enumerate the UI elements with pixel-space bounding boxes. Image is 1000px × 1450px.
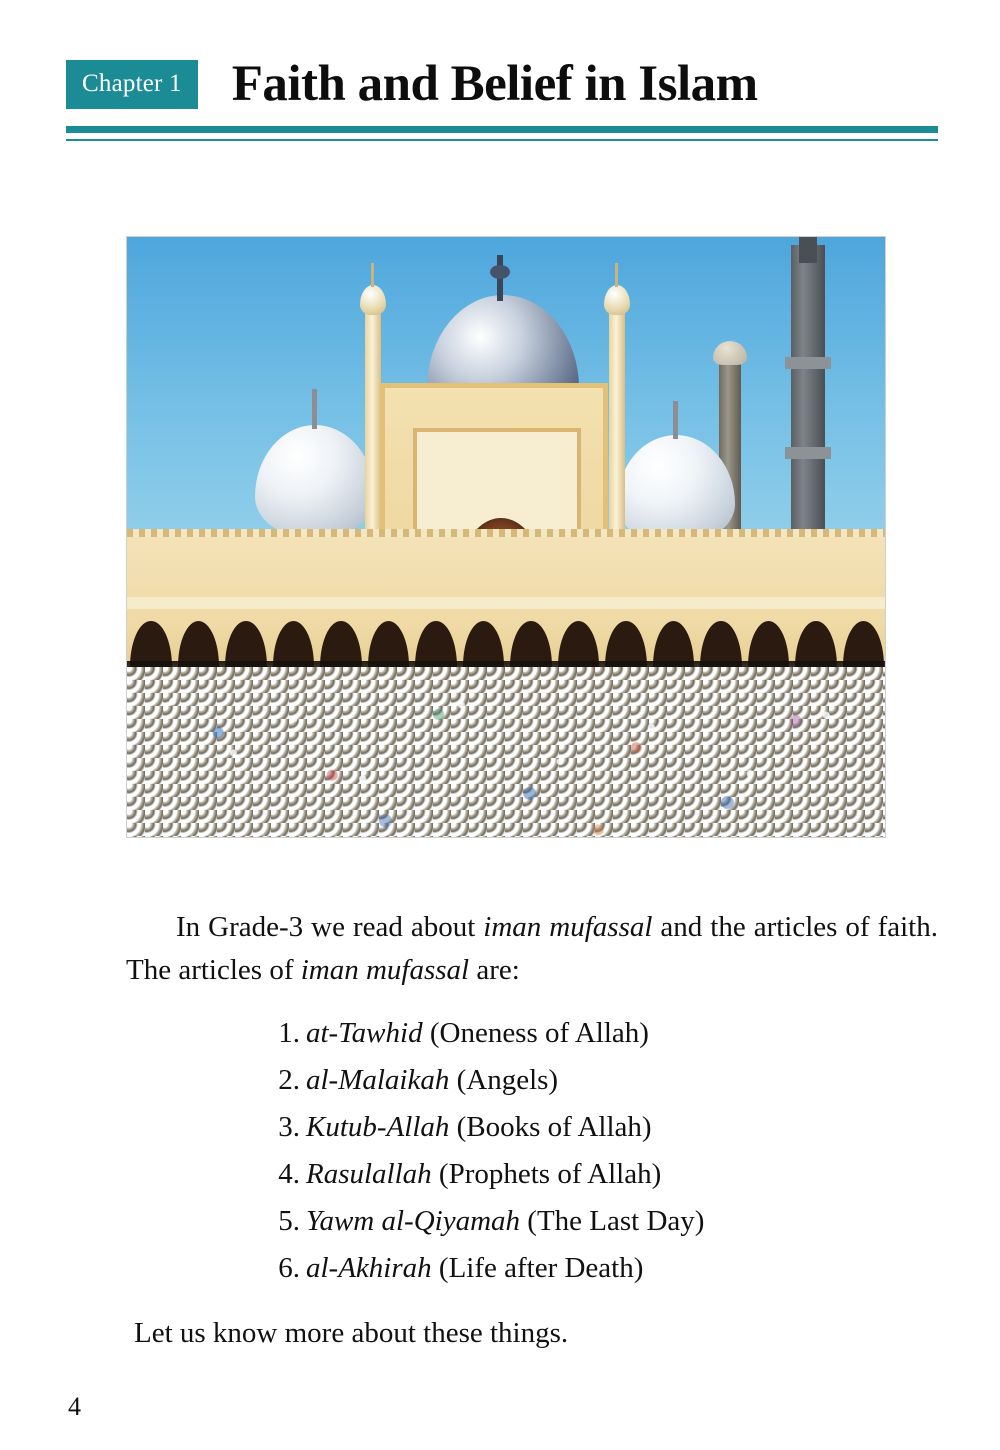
mosque-congregation-photo <box>126 236 886 838</box>
dome-right-spire <box>673 401 678 439</box>
closing-paragraph: Let us know more about these things. <box>134 1317 569 1349</box>
minaret-band <box>785 447 831 459</box>
iwan-minaret-right <box>609 309 625 549</box>
list-item <box>126 1057 938 1104</box>
crowd-of-worshippers <box>127 667 886 838</box>
page-number: 4 <box>68 1392 81 1421</box>
header-rule-thin <box>66 139 938 141</box>
list-item-number: 6. <box>278 1252 300 1284</box>
list-item-gloss: (Life after Death) <box>438 1252 644 1284</box>
list-item-term: Kutub-Allah <box>306 1111 450 1143</box>
dome-central-spire <box>497 255 503 301</box>
list-item-gloss: (Books of Allah) <box>456 1111 652 1143</box>
list-item-gloss: (The Last Day) <box>527 1205 705 1237</box>
header-rule-thick <box>66 126 938 133</box>
list-item-number: 4. <box>278 1158 300 1190</box>
intro-part-1: In Grade-3 we read about <box>176 911 484 943</box>
dome-left-spire <box>312 389 317 429</box>
iwan-minaret-right-needle <box>615 263 618 287</box>
intro-italic-2: iman mufassal <box>300 954 470 986</box>
minaret-finial <box>799 237 817 263</box>
articles-of-faith-list <box>126 1010 938 1292</box>
list-item-term: at-Tawhid <box>306 1017 423 1049</box>
intro-part-3: are: <box>469 954 520 986</box>
list-item-term: Rasulallah <box>306 1158 432 1190</box>
iwan-minaret-left <box>365 309 381 549</box>
page-title: Faith and Belief in Islam <box>231 56 758 112</box>
iwan-minaret-left-needle <box>371 263 374 287</box>
intro-paragraph <box>126 906 938 992</box>
list-item <box>126 1104 938 1151</box>
list-item <box>126 1198 938 1245</box>
list-item-term: al-Akhirah <box>306 1252 432 1284</box>
list-item-number: 3. <box>278 1111 300 1143</box>
arcade-ledge <box>127 597 886 609</box>
body-text <box>126 906 938 1355</box>
list-item <box>126 1245 938 1292</box>
list-item-gloss: (Prophets of Allah) <box>438 1158 662 1190</box>
chapter-badge: Chapter 1 <box>66 60 198 109</box>
intro-part-2: and the articles of faith. The articles of <box>126 911 938 986</box>
list-item-gloss: (Oneness of Allah) <box>429 1017 649 1049</box>
list-item <box>126 1151 938 1198</box>
list-item-number: 5. <box>278 1205 300 1237</box>
list-item-number: 1. <box>278 1017 300 1049</box>
list-item-gloss: (Angels) <box>456 1064 559 1096</box>
intro-italic-1: iman mufassal <box>483 911 653 943</box>
list-item <box>126 1010 938 1057</box>
chapter-header <box>66 50 938 118</box>
list-item-term: al-Malaikah <box>306 1064 450 1096</box>
list-item-number: 2. <box>278 1064 300 1096</box>
list-item-term: Yawm al-Qiyamah <box>306 1205 521 1237</box>
minaret-band <box>785 357 831 369</box>
